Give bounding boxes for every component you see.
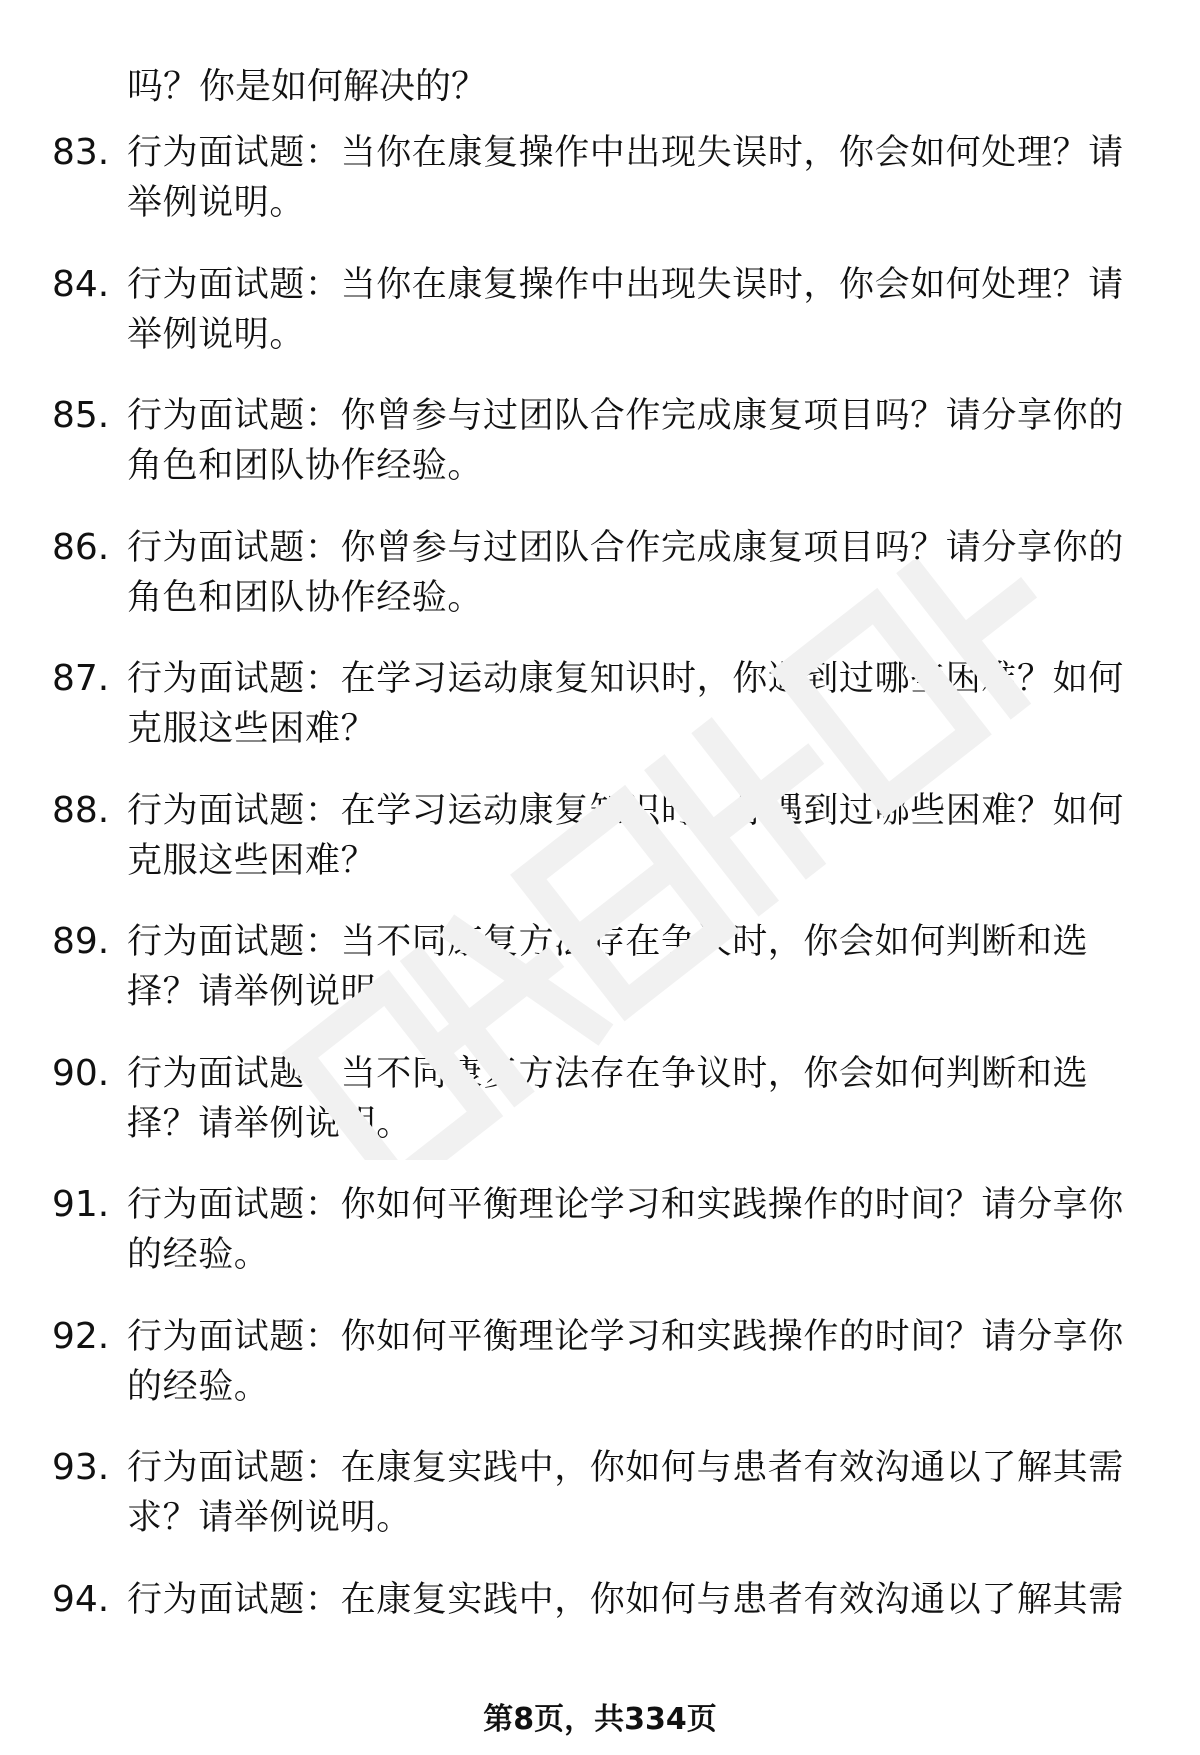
question-text: 行为面试题：你曾参与过团队合作完成康复项目吗？请分享你的角色和团队协作经验。 <box>127 527 1124 618</box>
list-item <box>0 1180 1200 1312</box>
question-number: 90. <box>52 1052 110 1094</box>
list-item <box>0 654 1200 786</box>
question-text: 行为面试题：你曾参与过团队合作完成康复项目吗？请分享你的角色和团队协作经验。 <box>127 396 1124 486</box>
question-number: 93. <box>52 1447 110 1488</box>
list-item <box>0 1443 1200 1575</box>
question-number: 88. <box>52 789 110 831</box>
question-text: 行为面试题：在学习运动康复知识时，你遇到过哪些困难？如何克服这些困难？ <box>127 659 1124 749</box>
page-footer: 第8页，共334页 <box>483 1702 717 1737</box>
question-text: 行为面试题：你如何平衡理论学习和实践操作的时间？请分享你的经验。 <box>127 1316 1124 1407</box>
question-text: 行为面试题：在康复实践中，你如何与患者有效沟通以了解其需求？请举例说明。 <box>127 1448 1124 1538</box>
question-number: 83. <box>52 132 110 173</box>
question-text: 行为面试题：当不同康复方法存在争议时，你会如何判断和选择？请举例说明。 <box>127 922 1089 1012</box>
question-number: 85. <box>52 395 110 436</box>
question-number: 89. <box>52 921 110 962</box>
question-text: 行为面试题：你如何平衡理论学习和实践操作的时间？请分享你的经验。 <box>127 1185 1124 1275</box>
question-text: 行为面试题：当不同康复方法存在争议时，你会如何判断和选择？请举例说明。 <box>127 1053 1089 1144</box>
continuation-line: 吗？你是如何解决的？ <box>127 66 488 107</box>
question-number: 91. <box>52 1184 110 1225</box>
list-item <box>0 1312 1200 1444</box>
question-number: 84. <box>52 263 110 305</box>
list-item <box>0 391 1200 523</box>
list-item <box>0 260 1200 392</box>
list-item <box>0 1049 1200 1181</box>
question-text: 行为面试题：在学习运动康复知识时，你遇到过哪些困难？如何克服这些困难？ <box>127 790 1124 881</box>
question-number: 87. <box>52 658 110 699</box>
question-number: 94. <box>52 1578 110 1620</box>
list-item <box>0 128 1200 260</box>
list-item <box>0 523 1200 655</box>
question-number: 92. <box>52 1315 110 1357</box>
question-text: 行为面试题：当你在康复操作中出现失误时，你会如何处理？请举例说明。 <box>127 264 1124 355</box>
question-text: 行为面试题：在康复实践中，你如何与患者有效沟通以了解其需 <box>127 1579 1124 1620</box>
list-item <box>0 786 1200 918</box>
question-list <box>0 128 1200 1706</box>
list-item <box>0 1575 1200 1707</box>
question-text: 行为面试题：当你在康复操作中出现失误时，你会如何处理？请举例说明。 <box>127 133 1124 223</box>
question-number: 86. <box>52 526 110 568</box>
list-item <box>0 917 1200 1049</box>
